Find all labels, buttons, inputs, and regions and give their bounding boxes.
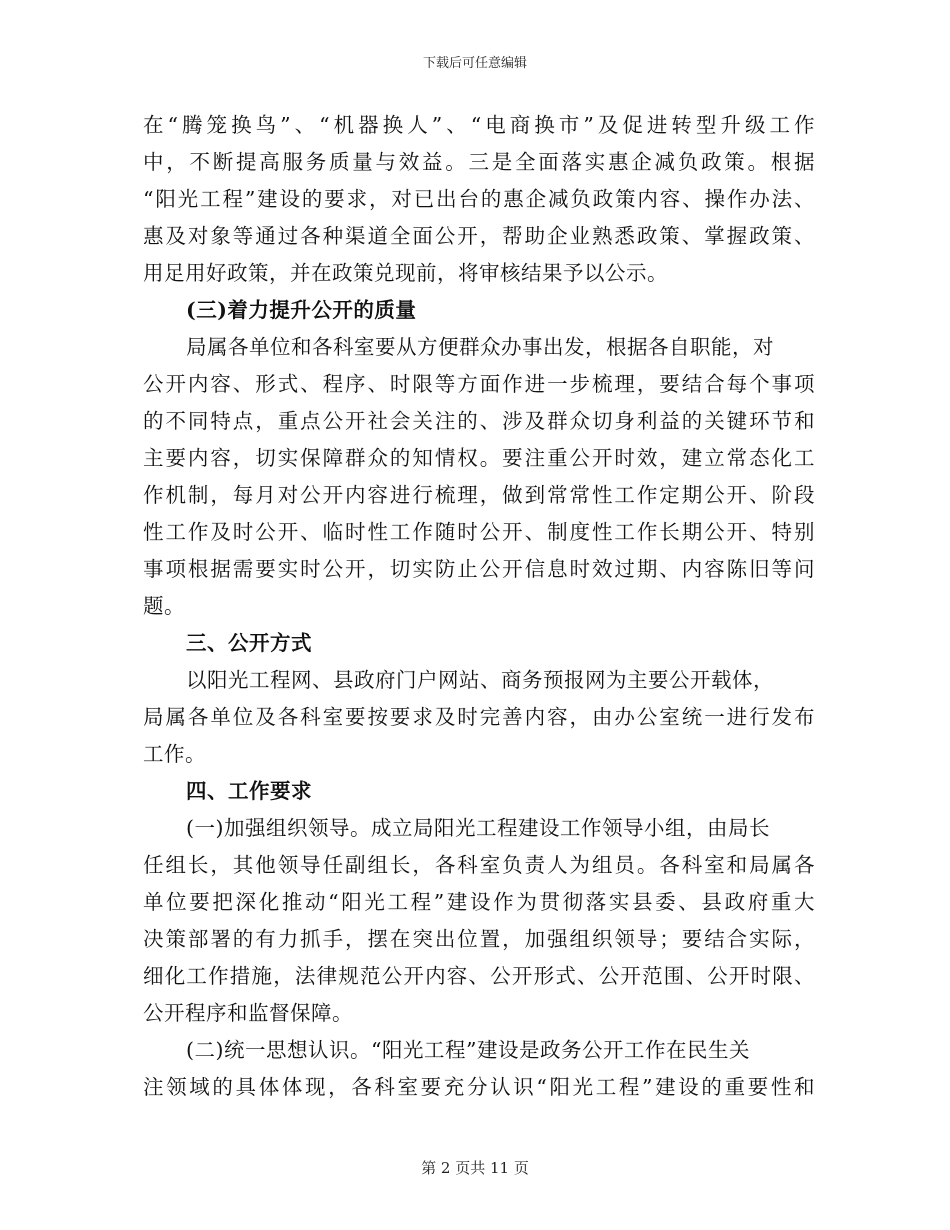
body-line: 中，不断提高服务质量与效益。三是全面落实惠企减负政策。根据	[143, 150, 815, 174]
body-line: 作机制，每月对公开内容进行梳理，做到常常性工作定期公开、阶段	[143, 483, 815, 507]
body-line: 局属各单位和各科室要从方便群众办事出发，根据各自职能，对	[186, 335, 774, 359]
body-line: 以阳光工程网、县政府门户网站、商务预报网为主要公开载体，	[186, 668, 774, 692]
body-line: “阳光工程”建设的要求，对已出台的惠企减负政策内容、操作办法、	[143, 187, 815, 211]
body-line: 题。	[143, 594, 185, 618]
body-line: 决策部署的有力抓手，摆在突出位置，加强组织领导；要结合实际，	[143, 927, 815, 951]
body-line: 公开内容、形式、程序、时限等方面作进一步梳理，要结合每个事项	[143, 372, 815, 396]
body-line: 局属各单位及各科室要按要求及时完善内容，由办公室统一进行发布	[143, 705, 815, 729]
body-line: 注领域的具体体现，各科室要充分认识“阳光工程”建设的重要性和	[143, 1075, 815, 1099]
page-footer: 第 2 页共 11 页	[421, 1159, 529, 1177]
body-line: 性工作及时公开、临时性工作随时公开、制度性工作长期公开、特别	[143, 520, 815, 544]
page-header: 下载后可任意编辑	[422, 56, 527, 71]
section-heading: 四、工作要求	[186, 779, 312, 803]
body-line: 单位要把深化推动“阳光工程”建设作为贯彻落实县委、县政府重大	[143, 890, 815, 914]
body-line: 的不同特点，重点公开社会关注的、涉及群众切身利益的关键环节和	[143, 409, 815, 433]
body-line: 主要内容，切实保障群众的知情权。要注重公开时效，建立常态化工	[143, 446, 815, 470]
body-line: 用足用好政策，并在政策兑现前，将审核结果予以公示。	[143, 261, 668, 285]
body-line: 公开程序和监督保障。	[143, 1001, 353, 1025]
body-line: 事项根据需要实时公开，切实防止公开信息时效过期、内容陈旧等问	[143, 557, 815, 581]
body-line: 惠及对象等通过各种渠道全面公开，帮助企业熟悉政策、掌握政策、	[143, 224, 815, 248]
section-heading: 三、公开方式	[186, 631, 312, 655]
body-line: 细化工作措施，法律规范公开内容、公开形式、公开范围、公开时限、	[143, 964, 815, 988]
body-line: 工作。	[143, 742, 206, 766]
body-line: 任组长，其他领导任副组长，各科室负责人为组员。各科室和局属各	[143, 853, 815, 877]
body-line: (一)加强组织领导。成立局阳光工程建设工作领导小组，由局长	[186, 816, 770, 840]
section-heading: (三)着力提升公开的质量	[186, 298, 417, 322]
body-line: (二)统一思想认识。“阳光工程”建设是政务公开工作在民生关	[186, 1038, 750, 1062]
body-line: 在“腾笼换鸟”、“机器换人”、“电商换市”及促进转型升级工作	[143, 113, 815, 137]
